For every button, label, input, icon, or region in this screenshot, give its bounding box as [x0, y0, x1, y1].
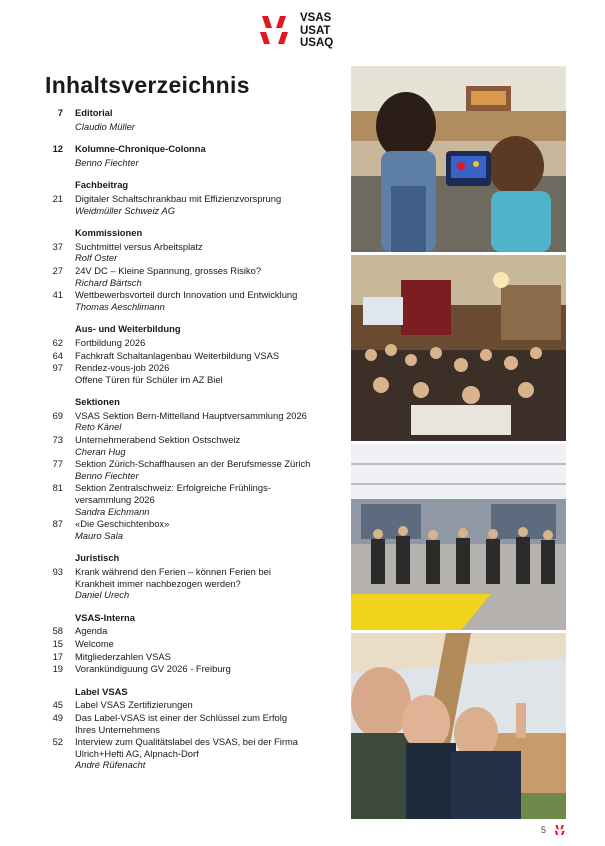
- toc-entry[interactable]: [45, 458, 345, 481]
- toc-entry-title: Krank während den Ferien – können Ferien bei: [75, 566, 271, 577]
- toc-entry[interactable]: [45, 289, 345, 312]
- toc-page-number: 45: [52, 699, 63, 711]
- photo-column: [351, 66, 566, 822]
- toc-page-number: 58: [52, 625, 63, 637]
- toc-section-kolumne[interactable]: [45, 143, 345, 155]
- toc-entry[interactable]: [45, 482, 345, 517]
- toc-entry-title: Fachkraft Schaltanlagenbau Weiterbildung VSAS: [75, 349, 280, 361]
- toc-entry-title: Vorankündiguung GV 2026 - Freiburg: [75, 663, 231, 675]
- logo-line-usat: USAT: [300, 24, 331, 37]
- photo-assembly-meeting: [351, 255, 566, 441]
- toc-entry-subtitle: versammlung 2026: [75, 494, 155, 506]
- toc-entry-title: Sektion Zürich-Schaffhausen an der Berufsmesse Zürich: [75, 458, 311, 470]
- footer-logo-mark-icon: [554, 824, 566, 836]
- toc-author: Claudio Müller: [75, 120, 135, 132]
- toc-page-number: 73: [52, 434, 63, 446]
- toc-section-vsas-interna: [45, 612, 345, 624]
- toc-section-label: Sektionen: [75, 396, 120, 408]
- toc-section-label: Editorial: [75, 107, 113, 118]
- logo-text: [300, 12, 333, 50]
- toc-entry[interactable]: [45, 712, 345, 735]
- toc-page-number: 69: [52, 409, 63, 421]
- toc-entry[interactable]: [45, 193, 345, 216]
- toc-page-number: 64: [52, 349, 63, 361]
- toc-entry[interactable]: [45, 651, 345, 663]
- toc-author: Rolf Oster: [75, 252, 118, 264]
- toc-author: Benno Fiechter: [75, 156, 139, 168]
- toc-page-number: 81: [52, 482, 63, 494]
- toc-author: Cheran Hug: [75, 445, 126, 457]
- toc-entry[interactable]: [45, 434, 345, 457]
- toc-entry-subtitle: Krankheit immer nachbezogen werden?: [75, 577, 241, 589]
- toc-page-number: 62: [52, 336, 63, 348]
- toc-page-number: 93: [52, 566, 63, 577]
- toc-author: Daniel Urech: [75, 589, 130, 601]
- toc-author: Benno Fiechter: [75, 469, 139, 481]
- toc-section-fachbeitrag: [45, 179, 345, 191]
- toc-entry-title: Digitaler Schaltschrankbau mit Effizienzvorsprung: [75, 192, 282, 204]
- toc-section-label: Label VSAS: [75, 685, 128, 697]
- toc-section-juristisch: [45, 552, 345, 564]
- toc-page-number: 12: [52, 143, 63, 155]
- toc-entry[interactable]: [45, 265, 345, 288]
- toc-entry[interactable]: [45, 699, 345, 711]
- table-of-contents: [45, 107, 345, 772]
- toc-author: Reto Känel: [75, 421, 122, 433]
- toc-entry[interactable]: [45, 663, 345, 675]
- toc-page-number: 49: [52, 711, 63, 723]
- toc-section-editorial[interactable]: [45, 107, 345, 119]
- toc-section-label: Juristisch: [75, 552, 120, 564]
- toc-author: Richard Bärtsch: [75, 276, 142, 288]
- toc-section-label: Fachbeitrag: [75, 179, 129, 191]
- toc-entry-title: Das Label-VSAS ist einer der Schlüssel zum Erfolg: [75, 711, 288, 723]
- toc-entry[interactable]: [45, 518, 345, 541]
- toc-author: Sandra Eichmann: [75, 505, 150, 517]
- toc-entry[interactable]: [45, 736, 345, 771]
- toc-entry-title: Unternehmerabend Sektion Ostschweiz: [75, 434, 241, 446]
- toc-page-number: 87: [52, 518, 63, 530]
- toc-author: Weidmüller Schweiz AG: [75, 204, 176, 216]
- toc-entry-subtitle: Offene Türen für Schüler im AZ Biel: [75, 373, 223, 385]
- toc-section-kommissionen: [45, 227, 345, 239]
- toc-section-label: Kommissionen: [75, 227, 143, 239]
- toc-entry-title: 24V DC – Kleine Spannung, grosses Risiko?: [75, 264, 262, 276]
- toc-entry[interactable]: [45, 566, 345, 601]
- vsas-logo: [258, 12, 348, 52]
- toc-entry-title: VSAS Sektion Bern-Mittelland Hauptversammlung 2026: [75, 409, 307, 421]
- toc-author: André Rüfenacht: [75, 759, 146, 771]
- toc-page-number: 37: [52, 240, 63, 252]
- toc-page-number: 15: [52, 637, 63, 649]
- toc-author: Thomas Aeschlimann: [75, 300, 165, 312]
- toc-entry-title: Wettbewerbsvorteil durch Innovation und Entwicklung: [75, 289, 298, 301]
- toc-page-number: 19: [52, 663, 63, 675]
- page-title: Inhaltsverzeichnis: [45, 72, 250, 98]
- toc-section-aus-weiterbildung: [45, 323, 345, 335]
- toc-entry-title: Label VSAS Zertifizierungen: [75, 699, 193, 711]
- toc-entry-subtitle: Ulrich+Hefti AG, Alpnach-Dorf: [75, 747, 199, 759]
- toc-page-number: 41: [52, 289, 63, 301]
- toc-page-number: 17: [52, 650, 63, 662]
- toc-entry[interactable]: [45, 362, 345, 385]
- toc-entry-title: «Die Geschichtenbox»: [75, 518, 170, 530]
- toc-page-number: 21: [52, 192, 63, 204]
- photo-selfie-tent: [351, 633, 566, 819]
- toc-entry[interactable]: [45, 638, 345, 650]
- toc-entry-title: Interview zum Qualitätslabel des VSAS, bei der Firma: [75, 736, 299, 748]
- toc-section-label: VSAS-Interna: [75, 611, 135, 623]
- toc-page-number: 52: [52, 736, 63, 748]
- toc-entry[interactable]: [45, 241, 345, 264]
- toc-page-number: 77: [52, 458, 63, 470]
- toc-entry-title: Suchtmittel versus Arbeitsplatz: [75, 240, 203, 252]
- toc-entry[interactable]: [45, 410, 345, 433]
- toc-entry[interactable]: [45, 625, 345, 637]
- toc-entry-title: Fortbildung 2026: [75, 336, 146, 348]
- toc-entry[interactable]: [45, 350, 345, 362]
- toc-page-number: 27: [52, 264, 63, 276]
- toc-author: Mauro Sala: [75, 529, 123, 541]
- vsas-logo-mark-icon: [258, 14, 292, 46]
- toc-entry-title: Welcome: [75, 637, 114, 649]
- toc-section-label: Aus- und Weiterbildung: [75, 323, 181, 335]
- toc-entry-title: Rendez-vous-job 2026: [75, 362, 170, 374]
- toc-entry-title: Agenda: [75, 625, 108, 637]
- photo-children-workshop: [351, 66, 566, 252]
- page-number: 5: [541, 825, 547, 835]
- photo-trade-fair: [351, 444, 566, 630]
- toc-section-label-vsas: [45, 686, 345, 698]
- toc-page-number: 97: [52, 362, 63, 374]
- toc-entry-title: Mitgliederzahlen VSAS: [75, 650, 171, 662]
- toc-entry-title: Sektion Zentralschweiz: Erfolgreiche Frühlings-: [75, 482, 271, 494]
- logo-line-vsas: VSAS: [300, 12, 332, 24]
- logo-line-usaq: USAQ: [300, 37, 334, 49]
- toc-page-number: 7: [57, 107, 63, 118]
- toc-section-label: Kolumne-Chronique-Colonna: [75, 143, 206, 155]
- toc-entry[interactable]: [45, 337, 345, 349]
- toc-entry-subtitle: Ihres Unternehmens: [75, 723, 160, 735]
- toc-section-sektionen: [45, 396, 345, 408]
